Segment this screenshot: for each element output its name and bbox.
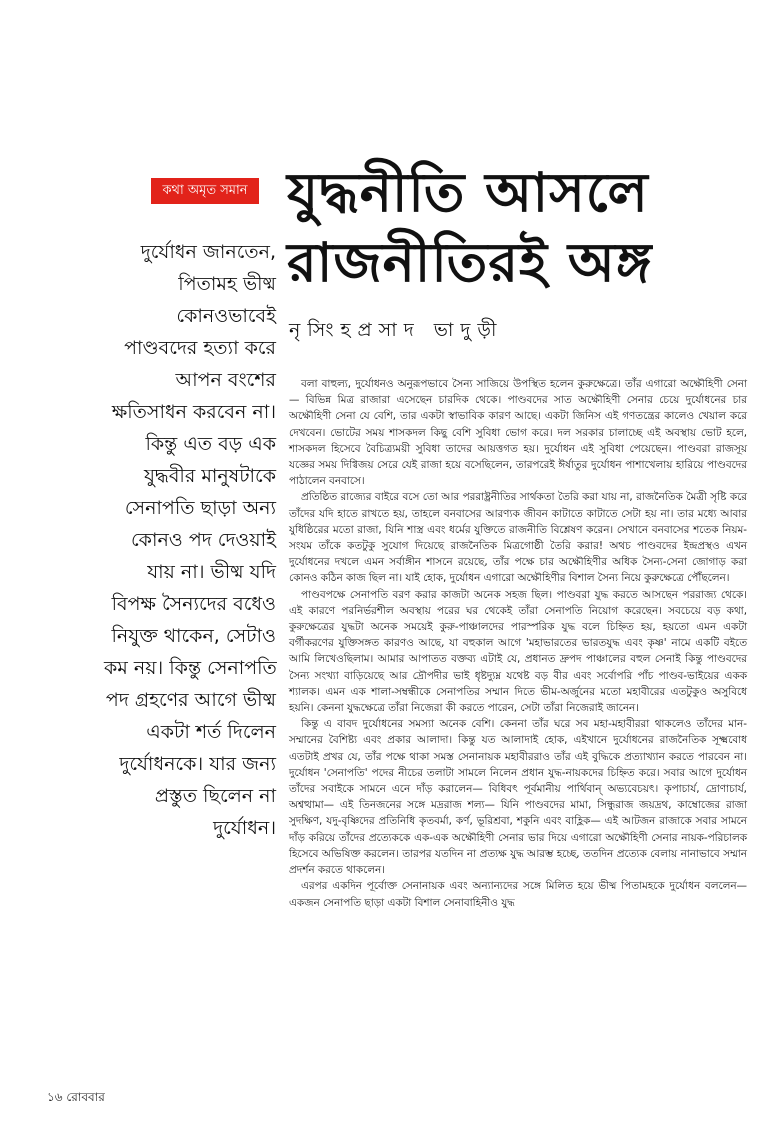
author-byline: নৃসিংহপ্রসাদ ভাদুড়ী [289, 319, 504, 341]
body-paragraph: পাণ্ডবপক্ষে সেনাপতি বরণ করার কাজটা অনেক সহজ ছিল। পাণ্ডবরা যুদ্ধ করতে আসছেন পররাজ্য থেকে। এই কারণে পরনির্ভরশীল অবস্থায় পরের ঘর থেকেই তাঁরা সেনাপতি নিয়োগ করেছেন। সবচেয়ে বড় কথা, কুরুক্ষেত্রের যুদ্ধটা অনেক সময়েই কুরু-পাঞ্চালদের পারস্পরিক যুদ্ধ বলে চিহ্নিত হয়, হয়তো এমন একটা বর্গীকরণের যুক্তিসঙ্গত কারণও আছে, যা বহুকাল আগে 'মহাভারতের ভারতযুদ্ধ এবং কৃষ্ণ' নামে একটি বইতে আমি লিখেওছিলাম। আমার আপাতত বক্তব্য এটাই যে, প্রধানত দ্রুপদ পাঞ্চালের বহুল সেনাই কিন্তু পাণ্ডবদের সৈন্য সংখ্যা বাড়িয়েছে আর দ্রৌপদীর ভাই ধৃষ্টদ্যুম্ন যথেষ্ট বড় বীর এবং সর্বোপরি পাঁচ পাণ্ডব-ভাইয়ের একক শ্যালক। এমন এক শালা-সম্বন্ধীকে সেনাপতির সম্মান দিতে ভীম-অর্জুনের মতো মহাবীরের এতটুকুও অসুবিধে হয়নি। কেননা যুদ্ধক্ষেত্রে তাঁরা নিজেরা কী করতে পারেন, সেটা তাঁরা নিজেরাই জানেন। [289, 588, 747, 715]
body-paragraph: প্রতিষ্ঠিত রাজ্যের বাইরে বসে তো আর পররাষ্ট্রনীতির সার্থকতা তৈরি করা যায় না, রাজনৈতিক মৈত্রী সৃষ্টি করে তাঁদের যদি হাতে রাখতে হয়, তাহলে বনবাসের আরণ্যক জীবন কাটাতে কাটাতে সেটা হয় না। তার মধ্যে আবার যুধিষ্ঠিরের মতো রাজা, যিনি শাস্ত্র এবং ধর্মের যুক্তিতে রাজনীতি বিশ্লেষণ করেন। সেখানে বনবাসের শতেক নিয়ম-সংযম তাঁকে কতটুকু সুযোগ দিয়েছে রাজনৈতিক মিত্রগোষ্ঠী তৈরি করার! অথচ পাণ্ডবদের ইন্দ্রপ্রস্থও এখন দুর্যোধনের দখলে এমন সর্বাঙ্গীন শাসনে রয়েছে, তাঁর পক্ষে চার অক্ষৌহিণীর অধিক সৈন্য-সেনা জোগাড় করা কোনও কঠিন কাজ ছিল না। যাই হোক, দুর্যোধন এগারো অক্ষৌহিণীর বিশাল সৈন্য নিয়ে কুরুক্ষেত্রে পৌঁছলেন। [289, 491, 747, 585]
pull-quote-line: কোনও পদ দেওয়াই [130, 529, 276, 551]
pull-quote-line: প্রস্তুত ছিলেন না [154, 785, 276, 807]
pull-quote-line: কোনওভাবেই [176, 305, 276, 327]
headline-line-2: রাজনীতিরই অঙ্গ [287, 231, 653, 294]
pull-quote-line: দুর্যোধনকে। যার জন্য [119, 753, 276, 775]
headline-line-1: যুদ্ধনীতি আসলে [287, 161, 649, 224]
pull-quote-line: যায় না। ভীষ্ম যদি [147, 561, 276, 583]
pull-quote-line: একটা শর্ত দিলেন [146, 721, 276, 743]
pull-quote-line: নিযুক্ত থাকেন, সেটাও [111, 625, 276, 647]
pull-quote-line: পিতামহ ভীষ্ম [178, 273, 276, 295]
pull-quote-line: পাণ্ডবদের হত্যা করে [124, 337, 276, 359]
headline [287, 158, 757, 298]
body-paragraph: কিন্তু এ বাবদ দুর্যোধনের সমস্যা অনেক বেশি। কেননা তাঁর ঘরে সব মহা-মহাবীররা থাকলেও তাঁদের মান-সম্মানের বৈশিষ্ট্য এবং প্রকার আলাদা। কিন্তু যত আলাদাই হোক, এইখানে দুর্যোধনের রাজনৈতিক সূক্ষ্মবোধ এতটাই প্রখর যে, তাঁর পক্ষে থাকা সমস্ত সেনানায়ক মহাবীররাও তাঁর এই বুদ্ধিকে প্রত্যাখ্যান করতে পারবেন না। দুর্যোধন 'সেনাপতি' পদের নীচের তলাটা সামলে নিলেন প্রধান যুদ্ধ-নায়কদের চিহ্নিত করে। সবার আগে দুর্যোধন তাঁদের সবাইকে সামনে এনে দাঁড় করালেন— বিধিবৎ পূর্বমানীয় পার্থিবান্ অভ্যবেচয়ৎ। কৃপাচার্য, দ্রোণাচার্য, অশ্বত্থামা— এই তিনজনের সঙ্গে মদ্ররাজ শল্য— যিনি পাণ্ডবদের মামা, সিন্ধুরাজ জয়দ্রথ, কাম্বোজের রাজা সুদক্ষিণ, যদু-বৃষ্ণিদের প্রতিনিধি কৃতবর্মা, কর্ণ, ভূরিশ্রবা, শকুনি এবং বাহ্লিক— এই আটজন রাজাকে সবার সামনে দাঁড় করিয়ে তাঁদের প্রত্যেককে এক-এক অক্ষৌহিণী সেনার ভার দিয়ে এগারো অক্ষৌহিণী সেনার নায়ক-পরিচালক হিসেবে অভিষিক্ত করলেন। তারপর যতদিন না প্রত্যক্ষ যুদ্ধ আরম্ভ হচ্ছে, ততদিন প্রত্যেক বেলায় নানাভাবে সম্মান প্রদর্শন করতে থাকলেন। [289, 718, 747, 877]
pull-quote-line: যুদ্ধবীর মানুষটাকে [143, 465, 276, 487]
pull-quote-line: ক্ষতিসাধন করবেন না। [111, 401, 276, 423]
pull-quote [104, 236, 276, 844]
article-body [289, 376, 747, 911]
pull-quote-line: বিপক্ষ সৈন্যদের বধেও [111, 593, 276, 615]
pull-quote-line: দুর্যোধন জানতেন, [140, 241, 276, 263]
pull-quote-line: আপন বংশের [175, 369, 276, 391]
pull-quote-line: পদ গ্রহণের আগে ভীষ্ম [105, 689, 276, 711]
pull-quote-line: সেনাপতি ছাড়া অন্য [124, 497, 276, 519]
section-tag: কথা অমৃত সমান [151, 178, 259, 204]
pull-quote-line: কিন্তু এত বড় এক [145, 433, 276, 455]
pull-quote-line: দুর্যোধন। [213, 817, 276, 839]
page-footer: ১৬ রোববার [47, 1090, 105, 1104]
body-paragraph: বলা বাহুল্য, দুর্যোধনও অনুরূপভাবে সৈন্য সাজিয়ে উপস্থিত হলেন কুরুক্ষেত্রে। তাঁর এগারো অক্ষৌহিণী সেনা— বিভিন্ন মিত্র রাজারা এসেছেন চারদিক থেকে। পাণ্ডবদের সাত অক্ষৌহিণী সেনার চেয়ে দুর্যোধনের চার অক্ষৌহিণী সেনা যে বেশি, তার একটা স্বাভাবিক কারণ আছে। একটা জিনিস এই গণতন্ত্রের কালেও খেয়াল করে দেখবেন। ভোটের সময় শাসকদল কিছু বেশি সুবিধা ভোগ করে। দল সরকার চালাচ্ছে এই অবস্থায় ভোট হলে, শাসকদল হিসেবে বৈচিত্র্যময়ী সুবিধা তাদের আয়ত্তগত হয়। দুর্যোধন এই সুবিধা পেয়েছেন। পাণ্ডবরা রাজসূয় যজ্ঞের সময় দিগ্বিজয় সেরে যেই রাজা হয়ে বসেছিলেন, তারপরেই ঈর্ষাতুর দুর্যোধন পাশাখেলায় হারিয়ে পাণ্ডবদের পাঠালেন বনবাসে। [289, 378, 747, 488]
body-paragraph: এরপর একদিন পূর্বোক্ত সেনানায়ক এবং অন্যান্যদের সঙ্গে মিলিত হয়ে ভীষ্ম পিতামহকে দুর্যোধন বললেন— একজন সেনাপতি ছাড়া একটা বিশাল সেনাবাহিনীও যুদ্ধ [289, 880, 747, 909]
pull-quote-line: কম নয়। কিন্তু সেনাপতি [104, 657, 277, 679]
